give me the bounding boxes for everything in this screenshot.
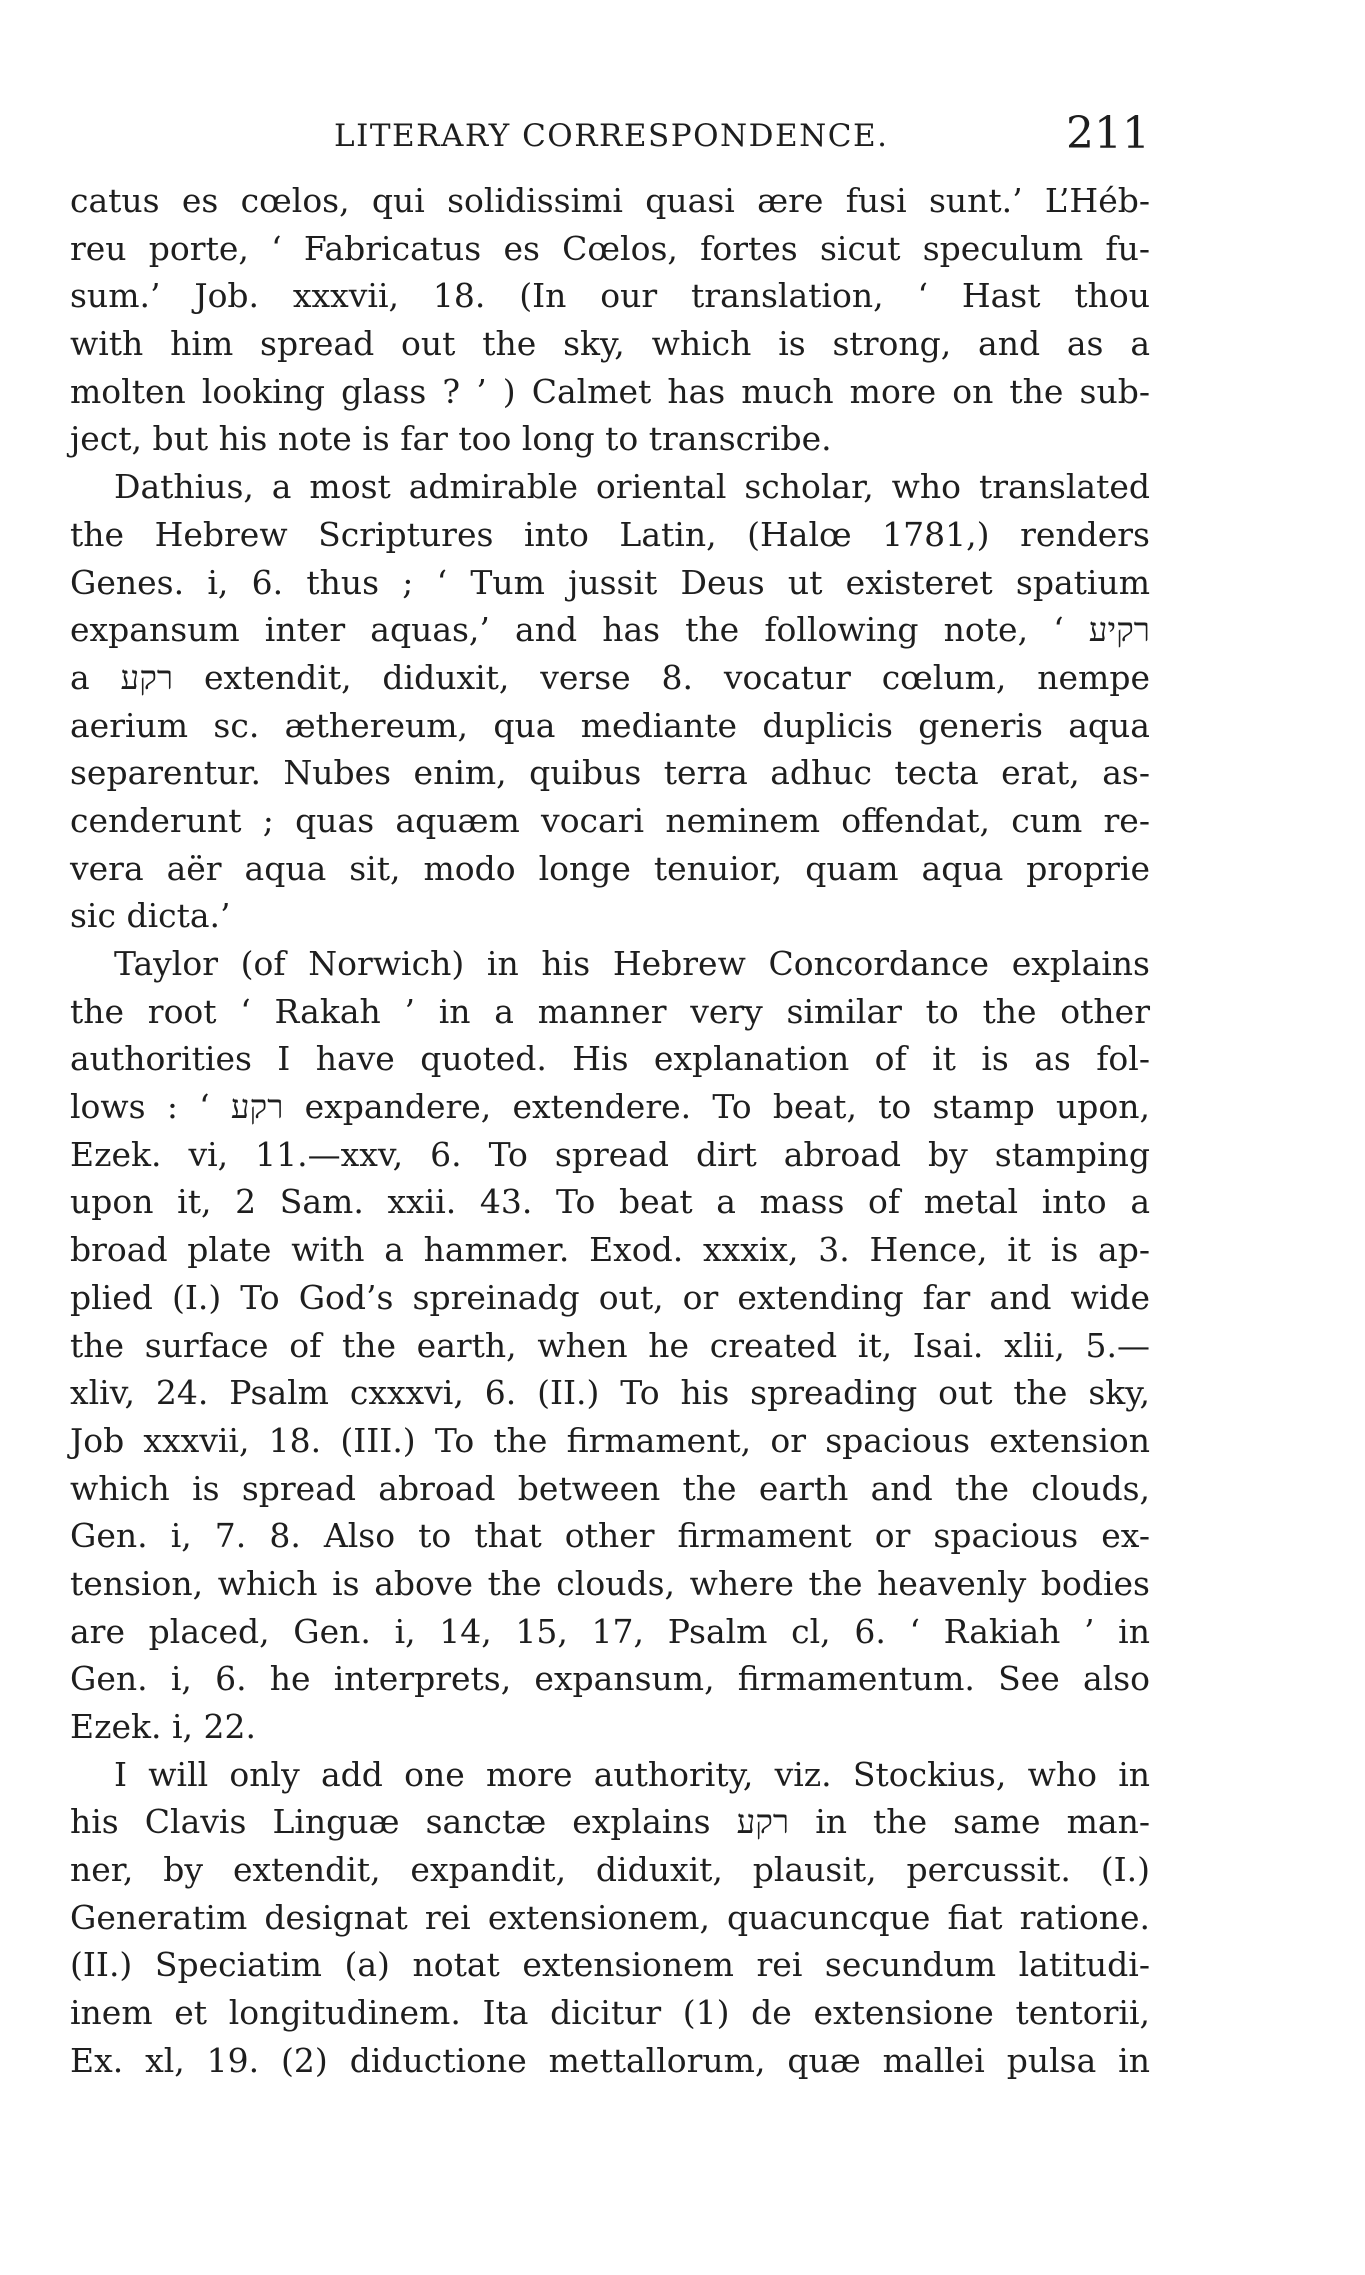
text-line: Genes. i, 6. thus ; ‘ Tum jussit Deus ut existeret spatium (70, 562, 1150, 602)
text-line: separentur. Nubes enim, quibus terra adhuc tecta erat, as- (70, 753, 1150, 793)
text-line: are placed, Gen. i, 14, 15, 17, Psalm cl, 6. ‘ Rakiah ’ in (70, 1611, 1150, 1651)
text-line: tension, which is above the clouds, where the heavenly bodies (70, 1563, 1150, 1603)
text-line: ject, but his note is far too long to transcribe. (70, 419, 832, 459)
text-line: upon it, 2 Sam. xxii. 43. To beat a mass of metal into a (70, 1182, 1150, 1222)
text-line: his Clavis Linguæ sanctæ explains רקע in the same man- (70, 1802, 1150, 1842)
text-line: ner, by extendit, expandit, diduxit, plausit, percussit. (I.) (70, 1850, 1150, 1890)
text-line: Gen. i, 7. 8. Also to that other firmament or spacious ex- (70, 1516, 1150, 1556)
page-number: 211 (1066, 108, 1150, 159)
text-line: sum.’ Job. xxxvii, 18. (In our translation, ‘ Hast thou (70, 276, 1150, 316)
text-line: the surface of the earth, when he created it, Isai. xlii, 5.— (70, 1325, 1150, 1365)
text-line: Ezek. i, 22. (70, 1707, 256, 1746)
page-header (70, 108, 1150, 168)
text-line: molten looking glass ? ’ ) Calmet has much more on the sub- (70, 371, 1150, 411)
text-line: with him spread out the sky, which is strong, and as a (70, 324, 1150, 364)
text-line: lows : ‘ רקע expandere, extendere. To beat, to stamp upon, (70, 1087, 1150, 1127)
text-line: sic dicta.’ (70, 896, 231, 936)
text-line: Generatim designat rei extensionem, quacuncque fiat ratione. (70, 1897, 1150, 1937)
text-line: cenderunt ; quas aquæm vocari neminem offendat, cum re- (70, 800, 1150, 840)
text-line: Gen. i, 6. he interprets, expansum, firmamentum. See also (70, 1659, 1150, 1699)
text-line: reu porte, ‘ Fabricatus es Cœlos, fortes sicut speculum fu- (70, 228, 1150, 268)
text-line: which is spread abroad between the earth and the clouds, (70, 1468, 1150, 1508)
text-line: expansum inter aquas,’ and has the following note, ‘ רקיע (70, 610, 1150, 650)
text-line: Taylor (of Norwich) in his Hebrew Concordance explains (114, 944, 1150, 983)
text-line: vera aër aqua sit, modo longe tenuior, quam aqua proprie (70, 848, 1150, 888)
text-line: Job xxxvii, 18. (III.) To the firmament, or spacious extension (70, 1420, 1150, 1460)
body-text (70, 177, 1150, 2085)
text-line: catus es cœlos, qui solidissimi quasi ære fusi sunt.’ L’Héb- (70, 181, 1150, 220)
text-line: Dathius, a most admirable oriental scholar, who translated (114, 467, 1150, 507)
text-line: plied (I.) To God’s spreinadg out, or extending far and wide (70, 1277, 1150, 1317)
text-line: Ezek. vi, 11.—xxv, 6. To spread dirt abroad by stamping (70, 1134, 1150, 1174)
text-line: the root ‘ Rakah ’ in a manner very similar to the other (70, 991, 1150, 1031)
text-line: the Hebrew Scriptures into Latin, (Halœ 1781,) renders (70, 514, 1150, 554)
text-line: aerium sc. æthereum, qua mediante duplicis generis aqua (70, 705, 1150, 745)
text-line: (II.) Speciatim (a) notat extensionem rei secundum latitudi- (70, 1945, 1150, 1985)
text-line: broad plate with a hammer. Exod. xxxix, 3. Hence, it is ap- (70, 1230, 1150, 1270)
running-head: LITERARY CORRESPONDENCE. (334, 118, 889, 154)
text-line: xliv, 24. Psalm cxxxvi, 6. (II.) To his spreading out the sky, (70, 1373, 1150, 1413)
text-line: a רקע extendit, diduxit, verse 8. vocatur cœlum, nempe (70, 657, 1150, 697)
text-line: inem et longitudinem. Ita dicitur (1) de extensione tentorii, (70, 1993, 1150, 2033)
text-line: authorities I have quoted. His explanation of it is as fol- (70, 1039, 1150, 1079)
text-line: Ex. xl, 19. (2) diductione mettallorum, quæ mallei pulsa in (70, 2040, 1150, 2080)
text-line: I will only add one more authority, viz. Stockius, who in (114, 1754, 1150, 1794)
